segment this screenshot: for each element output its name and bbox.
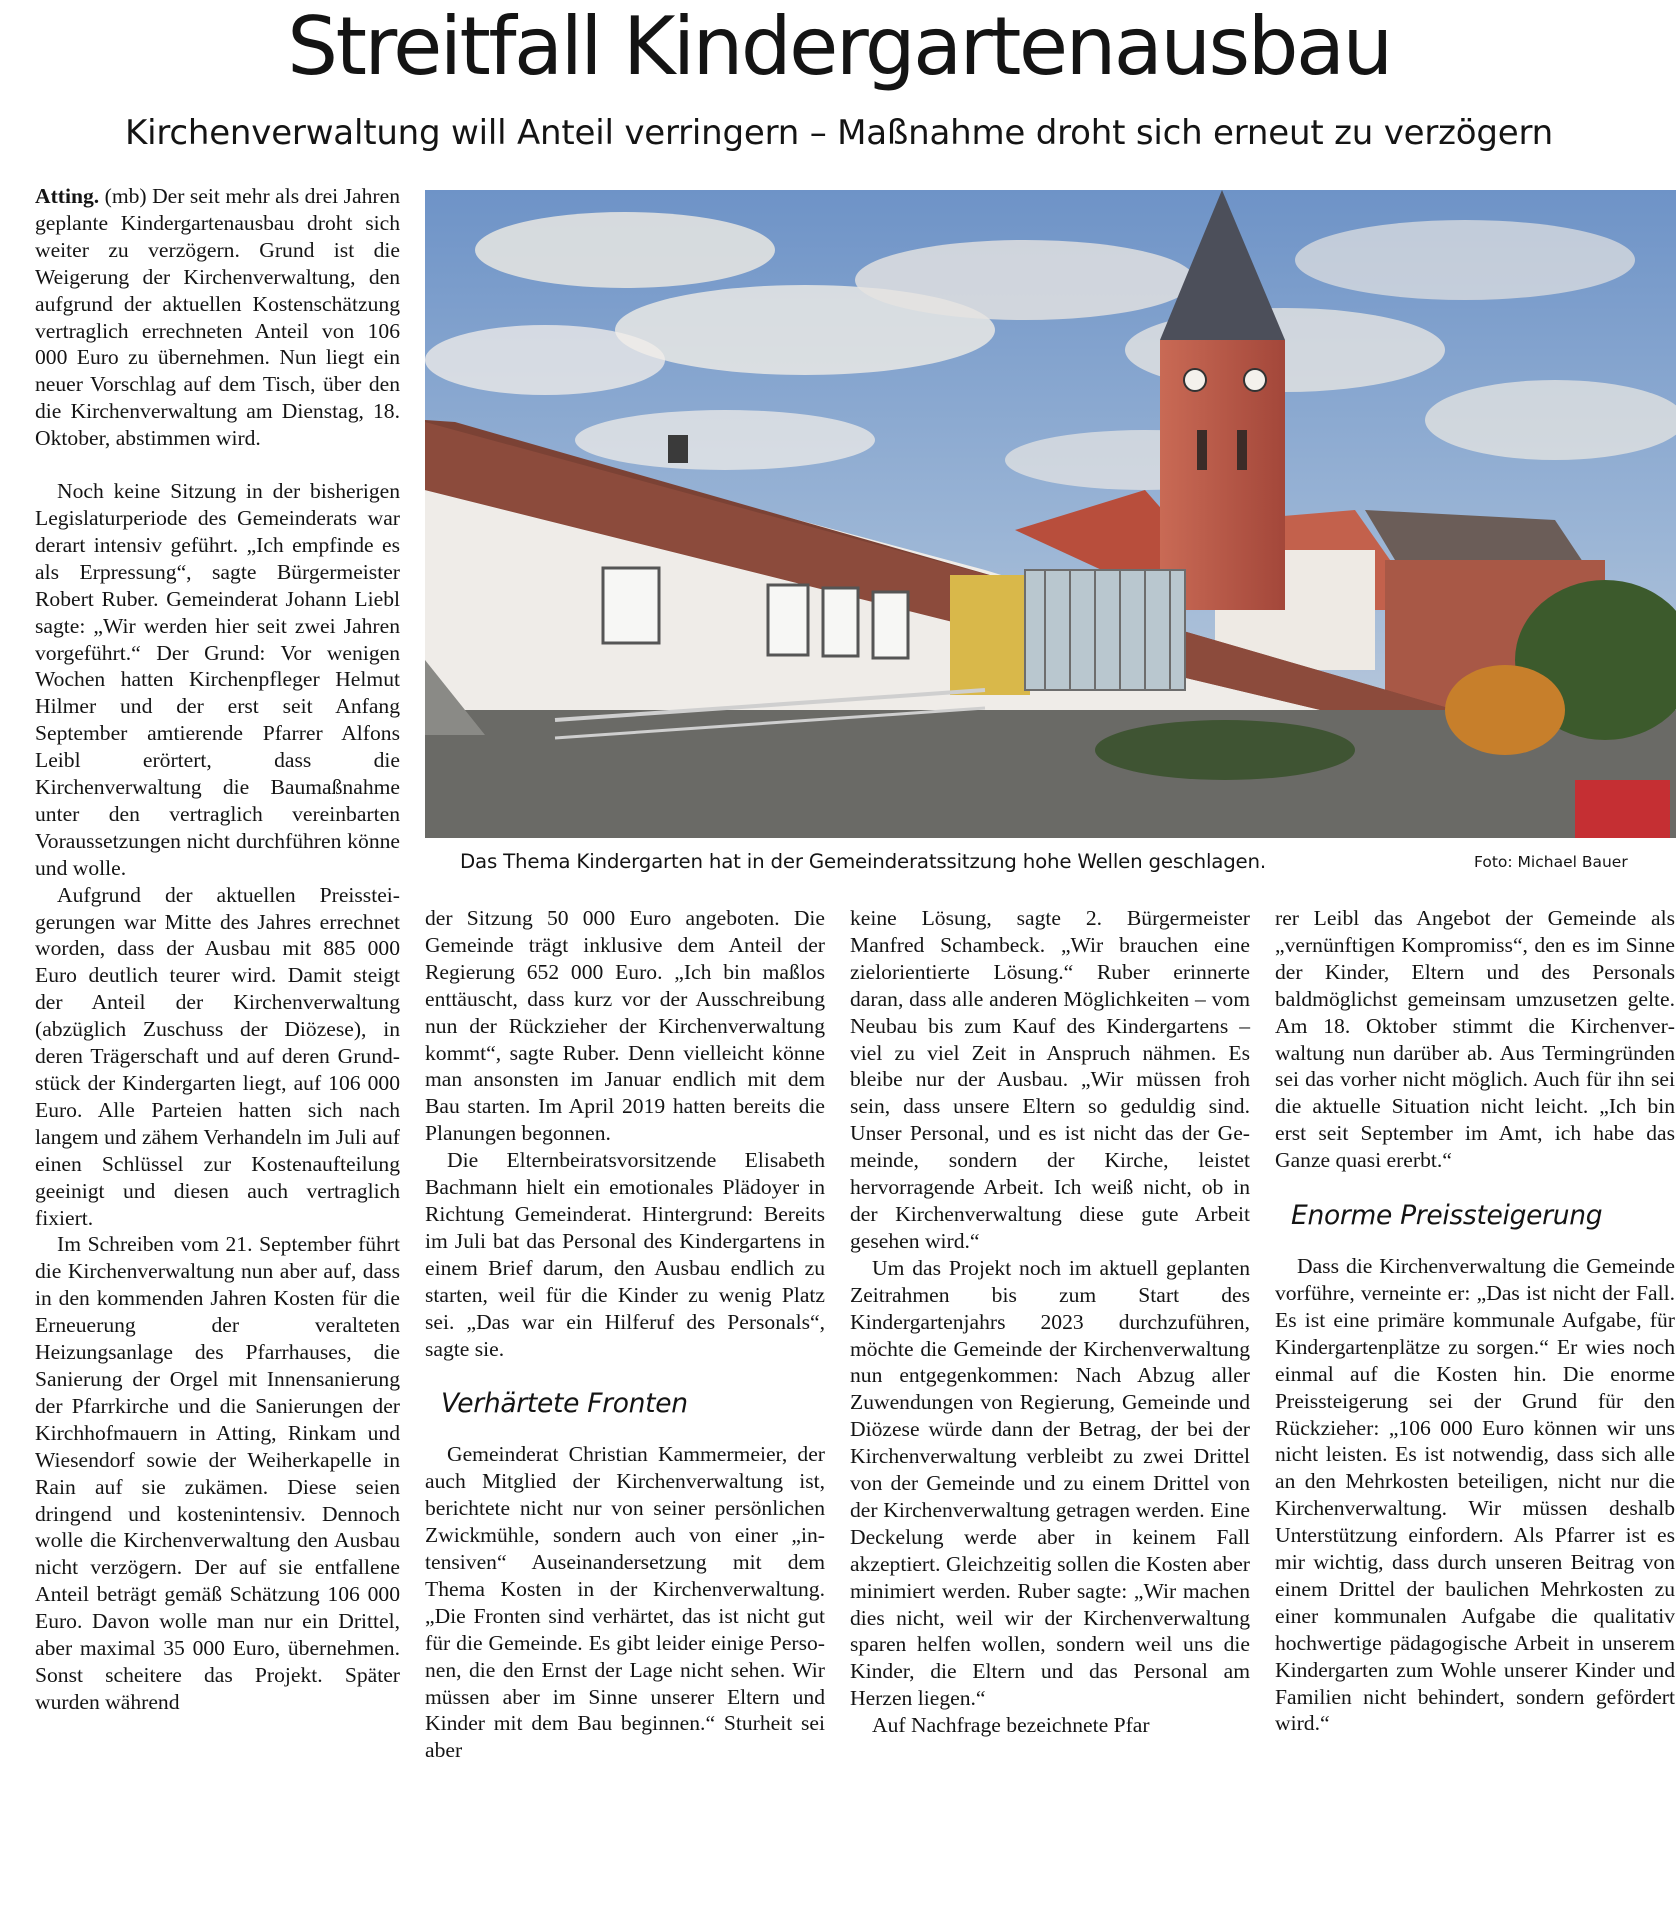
- article-paragraph: Im Schreiben vom 21. September führt die Kirchenverwaltung nun aber auf, dass in den kommenden Jahren Kosten für die Erneuerung der veralteten Heizungsanlage des Pfarrhauses, die Sanierung der Orgel mit Innensanierung der Pfarrkirche und die Sanierungen der Kirchhofmauern in Atting, Rinkam und Wiesendorf sowie der Weiherkapelle in Rain auf sie zukämen. Diese seien dringend und kostenintensiv. Dennoch wolle die Kirchenverwaltung den Ausbau nicht verzögern. Der auf sie entfallene Anteil beträgt gemäß Schätzung 106 000 Euro. Davon wolle man nur ein Drittel, aber maximal 35 000 Euro, übernehmen. Sonst scheitere das Projekt. Später wurden während: [35, 1232, 400, 1714]
- dateline: Atting.: [35, 184, 100, 208]
- article-paragraph: Die Elternbeiratsvorsitzende Elisabeth Bachmann hielt ein emotionales Plädoyer in Richtung Gemeinderat. Hintergrund: Bereits im Juli bat das Personal des Kindergartens in einem Brief darum, den Ausbau endlich zu starten, weil für die Kinder zu wenig Platz sei. „Das war ein Hilferuf des Personals“, sagte sie.: [425, 1148, 825, 1361]
- article-column-4: [1275, 905, 1675, 1737]
- article-paragraph: Aufgrund der aktuellen Preissteigerungen war Mitte des Jahres errechnet worden, dass der Ausbau mit 885 000 Euro deutlich teurer wird. Damit steigt der Anteil der Kirchenverwaltung (abzüglich Zuschuss der Diözese), in deren Trägerschaft und auf deren Grundstück der Kindergarten liegt, auf 106 000 Euro. Alle Parteien hatten sich nach langem und zähem Verhandeln im Juli auf einen Schlüssel zur Kostenaufteilung geeinigt und diesen auch vertraglich fixiert.: [35, 882, 400, 1230]
- subheading: Enorme Preissteigerung: [1291, 1200, 1603, 1232]
- article-paragraph: Gemeinderat Christian Kammermeier, der auch Mitglied der Kirchenverwaltung ist, berichtete nicht nur von seiner persönlichen Zwickmühle, sondern auch von einer „intensiven“ Auseinandersetzung mit dem Thema Kosten in der Kirchenverwaltung. „Die Fronten sind verhärtet, das ist nicht gut für die Gemeinde. Es gibt leider einige Personen, die den Ernst der Lage nicht sehen. Wir müssen aber im Sinne unserer Eltern und Kinder mit dem Bau beginnen.“ Sturheit sei aber: [425, 1442, 825, 1763]
- photo-caption: Das Thema Kindergarten hat in der Gemeinderatssitzung hohe Wellen geschlagen.: [460, 850, 1266, 873]
- subheading: Verhärtete Fronten: [441, 1388, 688, 1420]
- article-paragraph: keine Lösung, sagte 2. Bürgermeister Manfred Schambeck. „Wir brauchen eine zielorientierte Lösung.“ Ruber erinnerte daran, dass alle anderen Möglichkeiten – vom Neubau bis zum Kauf des Kindergartens – viel zu viel Zeit in Anspruch nähmen. Es bleibe nur der Ausbau. „Wir müssen froh sein, dass unsere Eltern so geduldig sind. Unser Personal, und es ist nicht das der Gemeinde, sondern der Kirche, leistet hervorragende Arbeit. Ich weiß nicht, ob in der Kirchenverwaltung diese gute Arbeit gesehen wird.“: [850, 906, 1250, 1253]
- article-column-1: [35, 183, 400, 1716]
- article-paragraph: Dass die Kirchenverwaltung die Gemeinde vorführe, verneinte er: „Das ist nicht der Fall. Es ist eine primäre kommunale Aufgabe, für Kindergartenplätze zu sorgen.“ Er wies noch einmal auf die Kosten hin. Die enorme Preissteigerung sei der Grund für den Rückzieher: „106 000 Euro können wir uns nicht leisten. Es ist notwendig, dass sich alle an den Mehrkosten beteiligen, nicht nur die Kirchenverwaltung. Wir müssen deshalb Unterstützung einfordern. Als Pfarrer ist es mir wichtig, dass durch unseren Beitrag von einem Drittel der baulichen Mehrkosten zu einer kommunalen Aufgabe die qualitativ hochwertige pädagogische Arbeit in unserem Kindergarten zum Wohle unserer Kinder und Familien nicht behindert, sondern gefördert wird.“: [1275, 1254, 1675, 1736]
- article-column-2: [425, 905, 825, 1764]
- photo-kindergarten-church: [425, 190, 1676, 838]
- article-paragraph: der Sitzung 50 000 Euro angeboten. Die Gemeinde trägt inklusive dem Anteil der Regierung 652 000 Euro. „Ich bin maßlos enttäuscht, dass kurz vor der Ausschreibung nun der Rückzieher der Kirchenverwaltung kommt“, sagte Ruber. Denn vielleicht könne man ansonsten im Januar endlich mit dem Bau starten. Im April 2019 hatten bereits die Planungen begonnen.: [425, 906, 825, 1146]
- article-paragraph: Auf Nachfrage bezeichnete Pfar: [872, 1713, 1150, 1738]
- article-paragraph: Um das Projekt noch im aktuell geplanten Zeitrahmen bis zum Start des Kindergartenjahrs 2023 durchzuführen, möchte die Gemeinde der Kirchenverwaltung nun entgegenkommen: Nach Abzug aller Zuwendungen von Regierung, Gemeinde und Diözese würde dann der Betrag, der bei der Kirchenverwaltung verbleibt zu zwei Drittel von der Gemeinde und zu einem Drittel von der Kirchenverwaltung getragen werden. Eine Deckelung werde aber in keinem Fall akzeptiert. Gleichzeitig sollen die Kosten aber minimiert werden. Ruber sagte: „Wir machen dies nicht, weil wir der Kirchenverwaltung sparen helfen wollen, sondern weil uns die Kinder, die Eltern und das Personal am Herzen liegen.“: [850, 1255, 1250, 1711]
- article-paragraph: rer Leibl das Angebot der Gemeinde als „vernünftigen Kompromiss“, den es im Sinne der Kinder, Eltern und des Personals baldmöglichst gemeinsam umzusetzen gelte. Am 18. Oktober stimmt die Kirchenverwaltung nun darüber ab. Aus Termingründen sei das vorher nicht möglich. Auch für ihn sei die aktuelle Situation nicht leicht. „Ich bin erst seit September im Amt, ich habe das Ganze quasi ererbt.“: [1275, 906, 1675, 1173]
- lead-paragraph: [35, 183, 400, 452]
- lead-text: (mb) Der seit mehr als drei Jahren geplante Kindergartenausbau droht sich weiter zu verzögern. Grund ist die Weigerung der Kirchenverwaltung, den aufgrund der aktuellen Kostenschätzung vertraglich errechneten Anteil von 106 000 Euro zu übernehmen. Nun liegt ein neuer Vorschlag auf dem Tisch, über den die Kirchenverwaltung am Dienstag, 18. Oktober, abstimmen wird.: [35, 184, 400, 451]
- article-column-3: [850, 905, 1250, 1739]
- headline: Streitfall Kindergartenausbau: [287, 0, 1391, 93]
- photo-credit: Foto: Michael Bauer: [1474, 853, 1628, 871]
- article-paragraph: Noch keine Sitzung in der bisherigen Legislaturperiode des Gemeinderats war derart intensiv geführt. „Ich empfinde es als Erpressung“, sagte Bürgermeister Robert Ruber. Gemeinderat Johann Liebl sagte: „Wir werden hier seit zwei Jahren vorgeführt.“ Der Grund: Vor wenigen Wochen hatten Kirchenpfleger Helmut Hilmer und der erst seit Anfang September amtierende Pfarrer Alfons Leibl erörtert, dass die Kirchenverwaltung die Baumaßnahme unter den vertraglich vereinbarten Voraussetzungen nicht durchführen könne und wolle.: [35, 479, 400, 880]
- subheadline: Kirchenverwaltung will Anteil verringern – Maßnahme droht sich erneut zu verzögern: [125, 113, 1553, 153]
